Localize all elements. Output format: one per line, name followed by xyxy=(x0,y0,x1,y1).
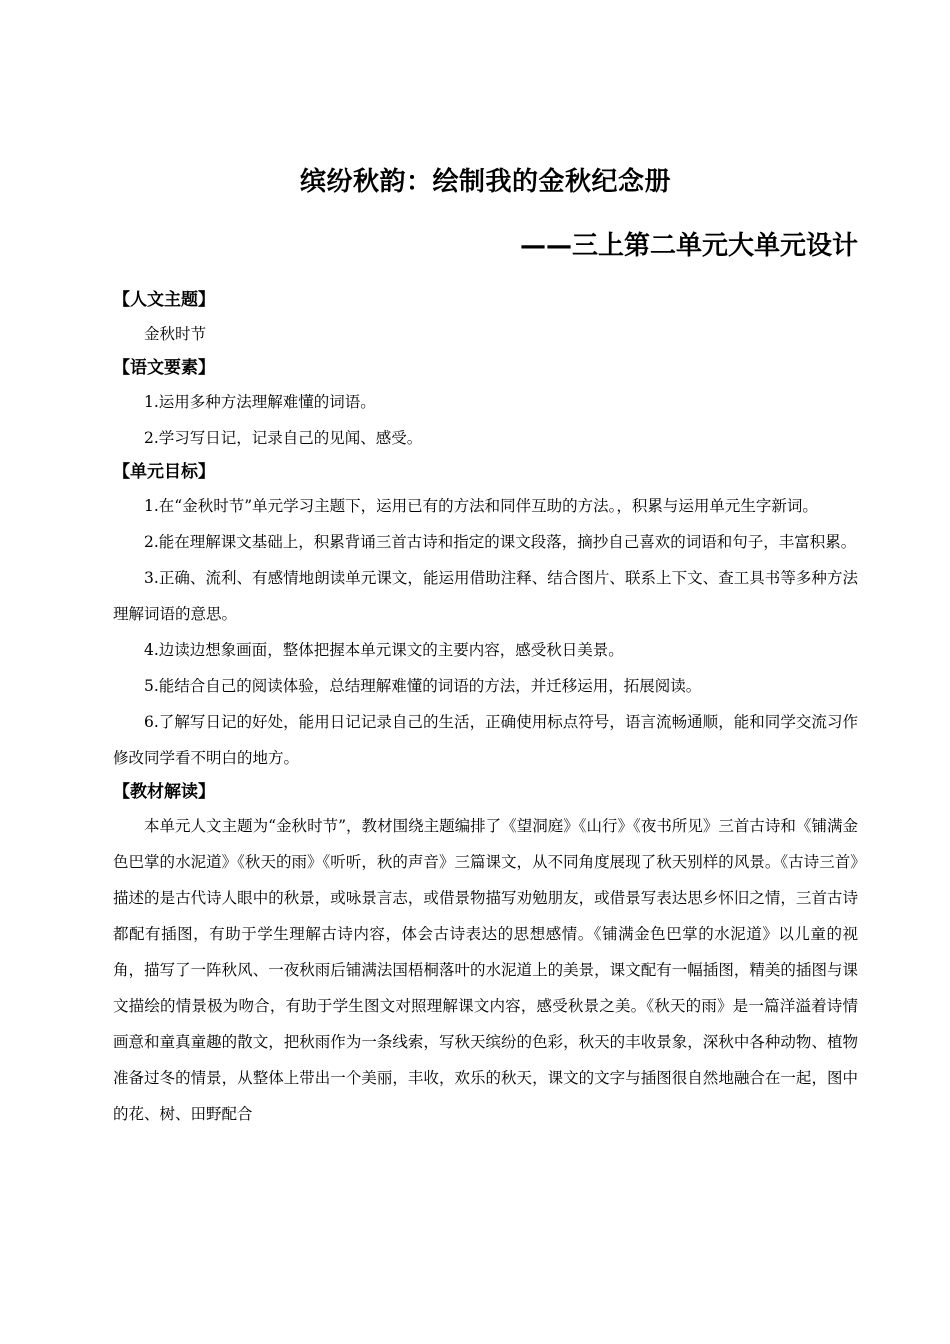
goals-item-5: 5.能结合自己的阅读体验，总结理解难懂的词语的方法，并迁移运用，拓展阅读。 xyxy=(144,677,702,695)
section-heading-elements: 【语文要素】 xyxy=(113,358,215,378)
elements-item-2: 2.学习写日记，记录自己的见闻、感受。 xyxy=(144,429,423,447)
goals-item-1: 1.在“金秋时节”单元学习主题下，运用已有的方法和同伴互助的方法。，积累与运用单元生字新词。 xyxy=(144,497,818,515)
section-heading-goals: 【单元目标】 xyxy=(113,462,215,482)
goals-item-6: 6.了解写日记的好处，能用日记记录自己的生活，正确使用标点符号，语言流畅通顺，能和同学交流习作修改同学看不明白的地方。 xyxy=(113,713,858,767)
document-title: 缤纷秋韵：绘制我的金秋纪念册 xyxy=(299,167,671,197)
section-heading-analysis: 【教材解读】 xyxy=(113,782,215,802)
section-heading-theme: 【人文主题】 xyxy=(113,290,215,310)
goals-item-3: 3.正确、流利、有感情地朗读单元课文，能运用借助注释、结合图片、联系上下文、查工具书等多种方法理解词语的意思。 xyxy=(113,569,858,623)
document-subtitle: ——三上第二单元大单元设计 xyxy=(519,231,858,261)
goals-item-4: 4.边读边想象画面，整体把握本单元课文的主要内容，感受秋日美景。 xyxy=(144,641,624,659)
goals-item-2: 2.能在理解课文基础上，积累背诵三首古诗和指定的课文段落，摘抄自己喜欢的词语和句子，丰富积累。 xyxy=(144,533,857,551)
theme-paragraph: 金秋时节 xyxy=(144,325,207,343)
document-body xyxy=(113,284,858,1132)
elements-item-1: 1.运用多种方法理解难懂的词语。 xyxy=(144,393,376,411)
analysis-paragraph: 本单元人文主题为“金秋时节”，教材围绕主题编排了《望洞庭》《山行》《夜书所见》三首古诗和《铺满金色巴掌的水泥道》《秋天的雨》《听听，秋的声音》三篇课文，从不同角度展现了秋天别样的风景。《古诗三首》描述的是古代诗人眼中的秋景，或咏景言志，或借景物描写劝勉朋友，或借景写表达思乡怀旧之情，三首古诗都配有插图，有助于学生理解古诗内容，体会古诗表达的思想感情。《铺满金色巴掌的水泥道》以儿童的视角，描写了一阵秋风、一夜秋雨后铺满法国梧桐落叶的水泥道上的美景，课文配有一幅插图，精美的插图与课文描绘的情景极为吻合，有助于学生图文对照理解课文内容，感受秋景之美。《秋天的雨》是一篇洋溢着诗情画意和童真童趣的散文，把秋雨作为一条线索，写秋天缤纷的色彩，秋天的丰收景象，深秋中各种动物、植物准备过冬的情景，从整体上带出一个美丽，丰收，欢乐的秋天，课文的文字与插图很自然地融合在一起，图中的花、树、田野配合 xyxy=(113,817,858,1123)
